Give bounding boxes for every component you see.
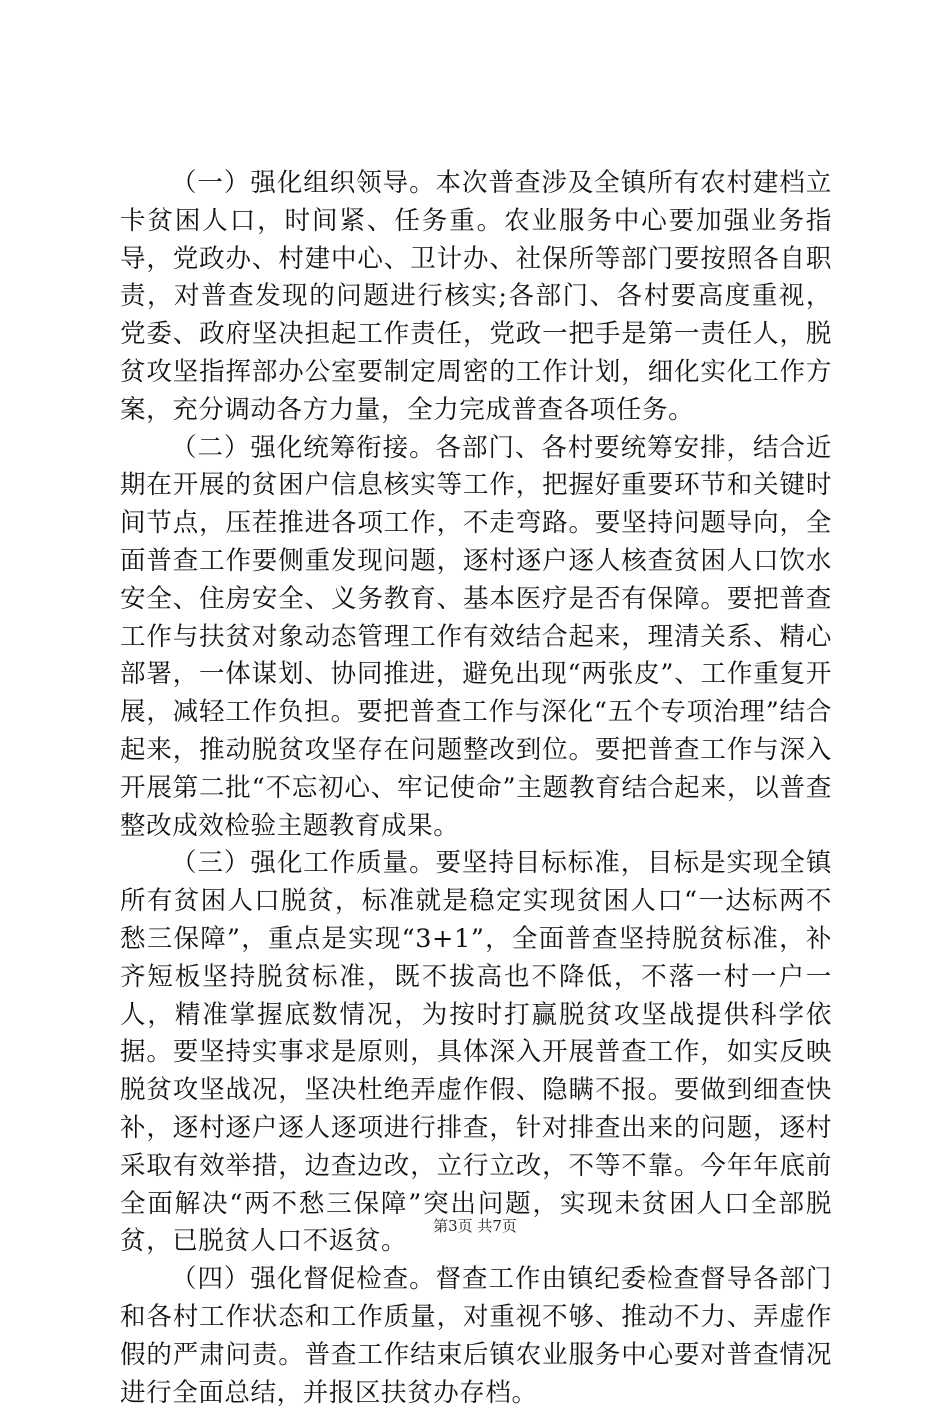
paragraph-coordination: （二）强化统筹衔接。各部门、各村要统筹安排，结合近期在开展的贫困户信息核实等工作，把握好重要环节和关键时间节点，压茬推进各项工作，不走弯路。要坚持问题导向，全面普查工作要侧重发现问题，逐村逐户逐人核查贫困人口饮水安全、住房安全、义务教育、基本医疗是否有保障。要把普查工作与扶贫对象动态管理工作有效结合起来，理清关系、精心部署，一体谋划、协同推进，避免出现“两张皮”、工作重复开展，减轻工作负担。要把普查工作与深化“五个专项治理”结合起来，推动脱贫攻坚存在问题整改到位。要把普查工作与深入开展第二批“不忘初心、牢记使命”主题教育结合起来，以普查整改成效检验主题教育成果。 (120, 432, 832, 841)
page-number-footer: 第3页 共7页 (433, 1217, 517, 1235)
paragraph-supervision: （四）强化督促检查。督查工作由镇纪委检查督导各部门和各村工作状态和工作质量，对重视不够、推动不力、弄虚作假的严肃问责。普查工作结束后镇农业服务中心要对普查情况进行全面总结，并报区扶贫办存档。 (120, 1264, 832, 1408)
paragraph-organization-leadership: （一）强化组织领导。本次普查涉及全镇所有农村建档立卡贫困人口，时间紧、任务重。农业服务中心要加强业务指导，党政办、村建中心、卫计办、社保所等部门要按照各自职责，对普查发现的问题进行核实;各部门、各村要高度重视，党委、政府坚决担起工作责任，党政一把手是第一责任人，脱贫攻坚指挥部办公室要制定周密的工作计划，细化实化工作方案，充分调动各方力量，全力完成普查各项任务。 (120, 168, 832, 425)
paragraph-work-quality: （三）强化工作质量。要坚持目标标准，目标是实现全镇所有贫困人口脱贫，标准就是稳定实现贫困人口“一达标两不愁三保障”，重点是实现“3+1”，全面普查坚持脱贫标准，补齐短板坚持脱贫标准，既不拔高也不降低，不落一村一户一人，精准掌握底数情况，为按时打赢脱贫攻坚战提供科学依据。要坚持实事求是原则，具体深入开展普查工作，如实反映脱贫攻坚战况，坚决杜绝弄虚作假、隐瞒不报。要做到细查快补，逐村逐户逐人逐项进行排查，针对排查出来的问题，逐村采取有效举措，边查边改，立行立改，不等不靠。今年年底前全面解决“两不愁三保障”突出问题，实现未贫困人口全部脱贫，已脱贫人口不返贫。 (120, 848, 832, 1257)
